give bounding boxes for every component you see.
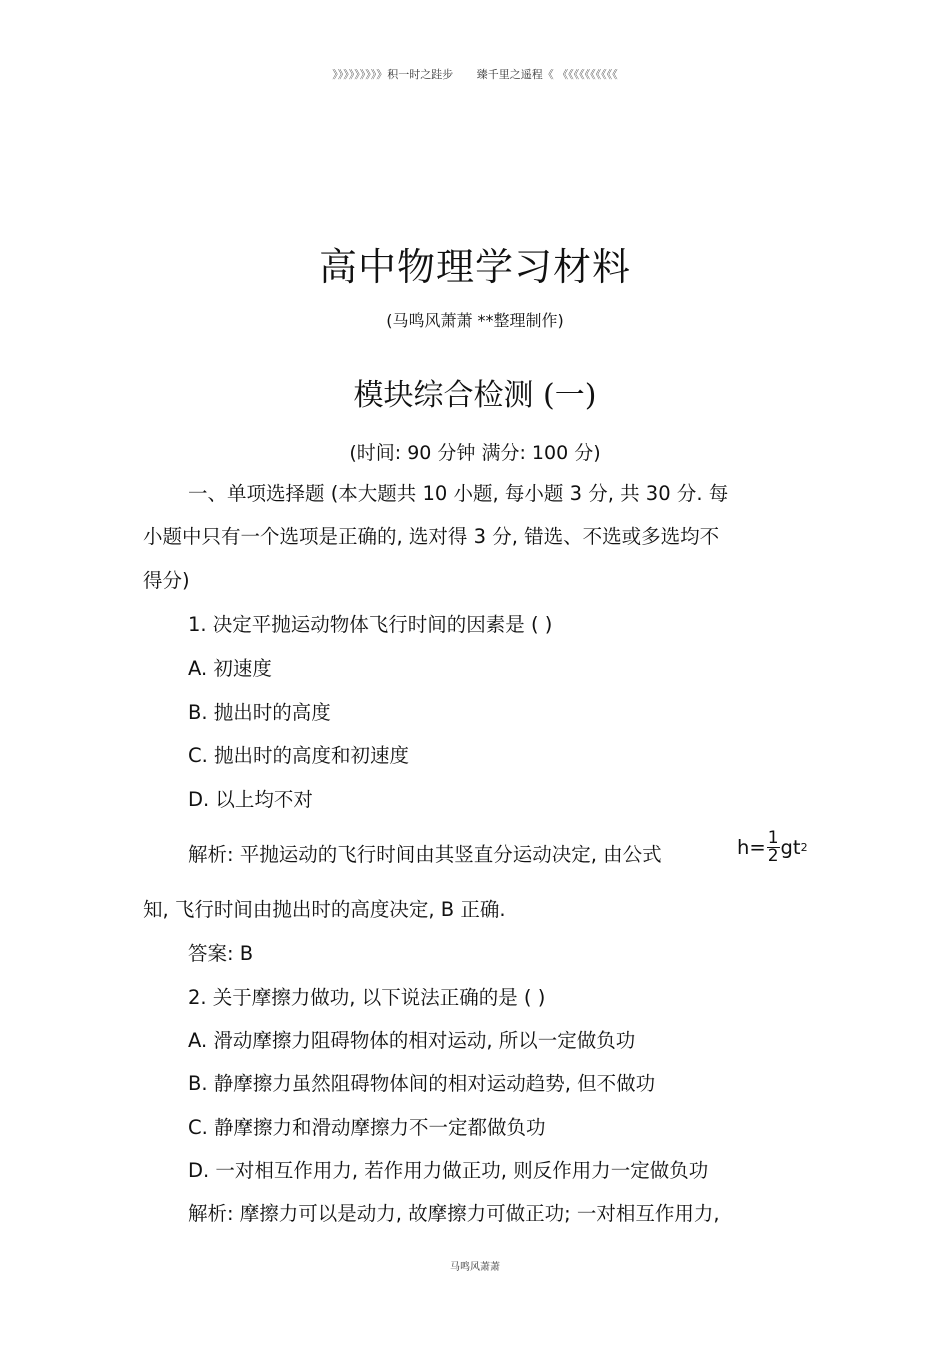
section-title: 模块综合检测 (一) xyxy=(353,378,597,413)
page-header xyxy=(0,66,950,82)
instructions-line-3: 得分) xyxy=(143,569,190,592)
question-1-option-c: C. 抛出时的高度和初速度 xyxy=(188,744,410,767)
formula-rhs: gt xyxy=(780,835,801,859)
question-2-option-d: D. 一对相互作用力, 若作用力做正功, 则反作用力一定做负功 xyxy=(188,1159,709,1182)
formula xyxy=(737,830,808,865)
instructions-line-2: 小题中只有一个选项是正确的, 选对得 3 分, 错选、不选或多选均不 xyxy=(143,525,720,548)
question-2-analysis-line-1: 解析: 摩擦力可以是动力, 故摩擦力可做正功; 一对相互作用力, xyxy=(188,1202,720,1225)
question-1-option-b: B. 抛出时的高度 xyxy=(188,701,331,724)
formula-lhs: h= xyxy=(737,835,766,859)
question-1-option-a: A. 初速度 xyxy=(188,657,272,680)
formula-fraction xyxy=(767,830,780,865)
time-info: (时间: 90 分钟 满分: 100 分) xyxy=(349,442,601,464)
formula-exponent: 2 xyxy=(800,840,808,854)
question-1-stem: 1. 决定平抛运动物体飞行时间的因素是 ( ) xyxy=(188,613,553,636)
question-2-stem: 2. 关于摩擦力做功, 以下说法正确的是 ( ) xyxy=(188,986,546,1009)
question-2-option-a: A. 滑动摩擦力阻碍物体的相对运动, 所以一定做负功 xyxy=(188,1029,636,1052)
header-left-text: 》》》》》》》》》积一时之跬步 xyxy=(332,68,454,81)
question-2-option-b: B. 静摩擦力虽然阻碍物体间的相对运动趋势, 但不做功 xyxy=(188,1072,656,1095)
document-title: 高中物理学习材料 xyxy=(318,245,631,289)
question-1-answer: 答案: B xyxy=(188,942,254,965)
header-right-text: 臻千里之遥程《 《《《《《《《《《《 xyxy=(476,68,618,81)
page-footer: 马鸣风萧萧 xyxy=(450,1262,500,1273)
question-1-analysis-line-2: 知, 飞行时间由抛出时的高度决定, B 正确. xyxy=(143,898,506,921)
question-1-option-d: D. 以上均不对 xyxy=(188,788,313,811)
fraction-numerator: 1 xyxy=(767,828,779,848)
question-1-analysis-line-1 xyxy=(188,844,662,866)
question-2-option-c: C. 静摩擦力和滑动摩擦力不一定都做负功 xyxy=(188,1116,546,1139)
fraction-denominator: 2 xyxy=(767,846,779,866)
instructions-line-1: 一、单项选择题 (本大题共 10 小题, 每小题 3 分, 共 30 分. 每 xyxy=(188,482,729,505)
document-subtitle: (马鸣风萧萧 **整理制作) xyxy=(386,311,564,330)
analysis-text: 解析: 平抛运动的飞行时间由其竖直分运动决定, 由公式 xyxy=(188,843,662,866)
